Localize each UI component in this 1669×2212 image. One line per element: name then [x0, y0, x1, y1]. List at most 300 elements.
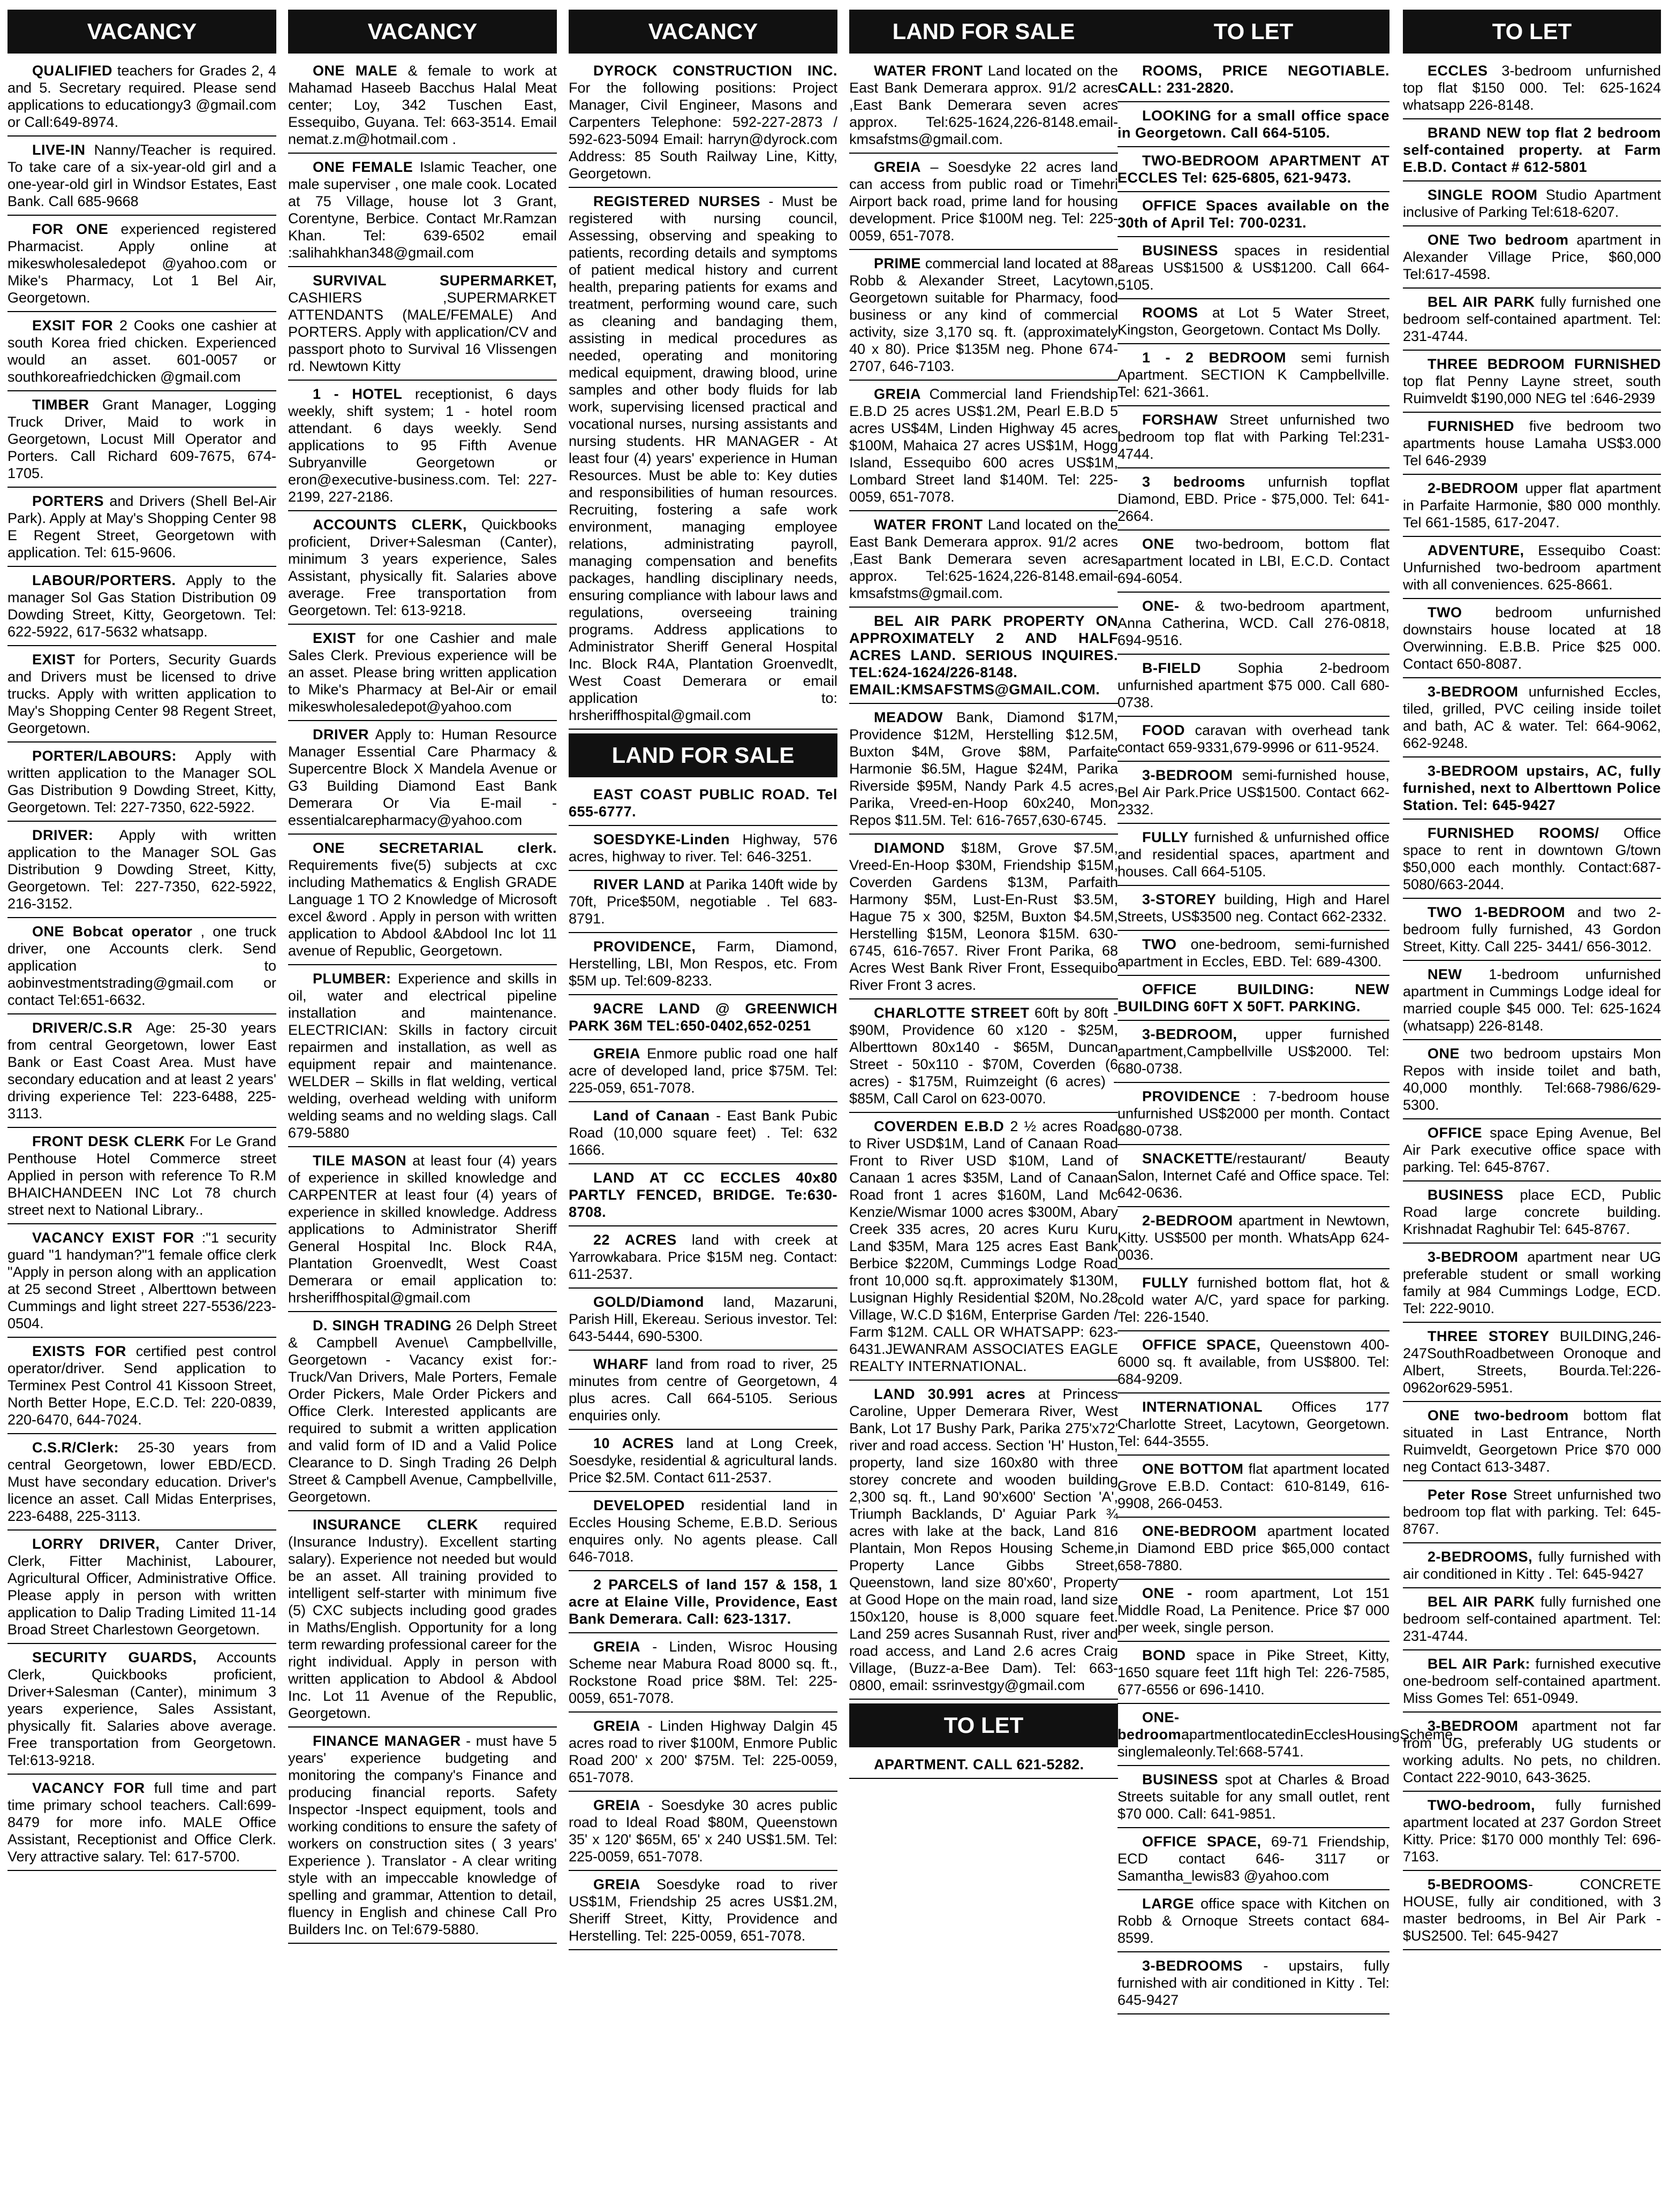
ad-body: at Parika 140ft wide by 70ft, Price$50M, negotiable . Tel 683-8791. — [569, 876, 837, 927]
section-header: LAND FOR SALE — [849, 10, 1118, 54]
ad-lead: BRAND NEW top flat 2 bedroom self-contained property. at Farm E.B.D. Contact # 612-5801 — [1403, 125, 1661, 175]
classified-ad — [1117, 61, 1389, 102]
column-to-let-1 — [1117, 10, 1457, 2205]
ad-lead: OFFICE SPACE, — [1142, 1337, 1261, 1353]
ad-lead: EXIST — [313, 630, 356, 646]
ad-lead: OFFICE Spaces available on the 30th of April Tel: 700-0231. — [1117, 198, 1389, 231]
classified-ad — [288, 157, 557, 267]
ad-lead: PORTERS — [32, 493, 104, 509]
classified-ad — [849, 515, 1118, 608]
ad-body: semi furnish Apartment. SECTION K Campbellville. Tel: 621-3661. — [1117, 350, 1389, 400]
ad-body: apartment in Alexander Village Price, $60,000 Tel:617-4598. — [1403, 232, 1661, 282]
classified-ad — [1117, 348, 1389, 406]
ad-lead: 3-BEDROOM — [1428, 684, 1519, 700]
classified-ad — [569, 1637, 837, 1713]
ad-lead: ONE-bedroom — [1117, 1709, 1182, 1743]
classified-ad — [849, 708, 1118, 835]
ad-lead: 3-BEDROOM upstairs, AC, fully furnished, next to Alberttown Police Station. Tel: 645-9427 — [1403, 763, 1661, 813]
ad-lead: TWO-bedroom, — [1428, 1797, 1535, 1813]
classified-ad — [1403, 1327, 1661, 1402]
classified-ad — [1403, 123, 1661, 181]
ad-body: 60ft by 80ft - $90M, Providence 60 x120 - $25M, Alberttown 80x140 - $65M, Duncan Street - 50x110 - $70M, Coverden (6 acres) - $175M, Ruimzeight (6 acres) - $85M, Call Carol on 623-0070. — [849, 1005, 1118, 1107]
classified-ad — [288, 61, 557, 154]
ad-lead: LORRY DRIVER, — [32, 1536, 160, 1552]
ad-body: unfurnished Eccles, tiled, grilled, PVC ceiling inside toilet and bath, AC & water. Tel: 664-9062, 662-9248. — [1403, 684, 1661, 751]
ad-lead: DRIVER/C.S.R — [32, 1020, 133, 1036]
ad-lead: FORSHAW — [1142, 412, 1218, 428]
classified-ad — [288, 1731, 557, 1944]
classified-ad — [1403, 903, 1661, 961]
classified-ad — [7, 61, 276, 137]
ad-body: furnished bottom flat, hot & cold water A/C, yard space for parking. Tel: 226-1540. — [1117, 1275, 1389, 1325]
ad-body: land from road to river, 25 minutes from centre of Georgetown, 4 plus acres. Call 664-5105. Serious enquiries only. — [569, 1356, 837, 1423]
ad-body: furnished & unfurnished office and residential spaces, apartment and houses. Call 664-5105. — [1117, 829, 1389, 880]
ad-lead: PORTER/LABOURS: — [32, 748, 177, 764]
classified-ad — [1117, 721, 1389, 762]
ad-body: Quickbooks proficient, Driver+Salesman (Canter), minimum 3 years experience, Sales Assistant, physically fit. Salaries above average. Free transportation from Georgetown. Tel: 613-9218. — [288, 517, 557, 618]
ad-body: - Must be registered with nursing council, Assessing, observing and speaking to patients, recording details and symptoms of patient medical history and current health, preparing patients for exams and treatment, performing wound care, such as cleaning and bandaging them, assisting in medical procedures as needed, operating and monitoring medical equipment, drawing blood, urine samples and other body fluids for lab work, supervising licensed practical and vocational nurses, nursing assistants and nursing students. HR MANAGER - At least four (4) years' experience in Human Resources. Must be able to: Key duties and responsibilities of human resources. Recruiting, fostering a safe work environment, managing employee relations, administrating payroll, managing compensation and benefits packages, handling disciplinary needs, ensuring compliance with labour laws and regulations, overseeing training programs. Address applications to Administrator Sheriff General Hospital Inc. Block R4A, Plantation Groenvedlt, West Coast Demerara or email application to: hrsheriffhospital@gmail.com — [569, 193, 837, 723]
classified-ad — [1117, 1149, 1389, 1207]
ad-body: Bank, Diamond $17M, Providence $12M, Herstelling $12.5M, Buxton $4M, Grove $8M, Parfaite Harmonie $6.5M, Hague $24M, Parika Riverside $95M, Nandy Park 4.5 acres, Parika, Vreed-en-Hoop 60x240, Mon Repos $11.5M. Tel: 616-7657,630-6745. — [849, 709, 1118, 828]
classified-ad — [7, 1438, 276, 1531]
ad-lead: D. SINGH TRADING — [313, 1317, 452, 1334]
ad-body: land with creek at Yarrowkabara. Price $15M neg. Contact: 611-2537. — [569, 1232, 838, 1282]
ad-body: Apply with written application to the Manager SOL Gas Distribution 9 Dowding Street, Kitty, Georgetown. Tel: 227-7350, 622-5922. — [7, 748, 276, 815]
ad-body: teachers for Grades 2, 4 and 5. Secretary required. Please send applications to educationgy3 @gmail.com or Call:649-8974. — [7, 63, 276, 130]
classified-ad — [1403, 1654, 1661, 1713]
ad-lead: DEVELOPED — [593, 1497, 685, 1513]
classified-ad — [1117, 303, 1389, 344]
section-header: VACANCY — [7, 10, 276, 54]
classified-ad — [1117, 1646, 1389, 1704]
classified-ad — [1117, 1521, 1389, 1580]
ad-lead: TWO — [1428, 604, 1462, 620]
ad-lead: BOND — [1142, 1647, 1186, 1663]
classified-ad — [7, 395, 276, 488]
classified-ad — [569, 1434, 837, 1492]
classified-ad — [1403, 61, 1661, 119]
ad-lead: 2-BEDROOMS, — [1428, 1549, 1533, 1565]
classified-ad — [7, 1228, 276, 1338]
classified-ad — [7, 316, 276, 391]
ad-lead: FULLY — [1142, 1275, 1189, 1291]
ad-lead: FINANCE MANAGER — [313, 1733, 461, 1749]
ad-body: upper flat apartment in Parfaite Harmonie, $80 000 monthly. Tel 661-1585, 617-2047. — [1403, 480, 1661, 531]
classified-ad — [849, 61, 1118, 154]
ad-lead: 2 PARCELS of land 157 & 158, 1 acre at Elaine Ville, Providence, East Bank Demerara. Call: 623-1317. — [569, 1577, 837, 1627]
ad-body: flat apartment located Grove E.B.D. Contact: 610-8149, 616-9908, 266-0453. — [1117, 1461, 1389, 1511]
ad-lead: REGISTERED NURSES — [593, 193, 761, 209]
classified-ad — [569, 937, 837, 995]
classified-ad — [288, 1515, 557, 1728]
ad-lead: PROVIDENCE — [1142, 1088, 1241, 1104]
ad-body: Highway, 576 acres, highway to river. Tel: 646-3251. — [569, 831, 837, 865]
ad-body: bottom flat situated in Last Entrance, North Ruimveldt, Georgetown Price $70 000 neg Contact 613-3487. — [1403, 1407, 1661, 1475]
classified-ad — [1403, 1716, 1661, 1792]
ad-lead: WATER FRONT — [874, 63, 983, 79]
classified-ad — [1403, 1123, 1661, 1181]
ad-body: 2 ½ acres Road to River USD$1M, Land of Canaan Road Front to River USD $10M, Land of Canaan 1 acres $35M, Land of Canaan Road front 1 acres $160M, Land Mc Kenzie/Wismar 1000 acres $300M, Abary Creek 335 acres, 20 acres Kuru Kuru Land $35M, Mara 125 acres East Bank Berbice $220M, Cummings Lodge Road front 10,000 sq.ft. approximately $130M, Lusignan Highly Residential $20M, No.28 Village, W.C.D $16M, Enterprise Garden / Farm $12M. CALL OR WHATSAPP: 623-6431.JEWANRAM ASSOCIATES EAGLE REALTY INTERNATIONAL. — [849, 1118, 1118, 1374]
classified-ad — [1403, 1875, 1661, 1950]
ad-body: 1-bedroom unfurnished apartment in Cummings Lodge ideal for married couple $45 000. Tel: 625-1624 (whatsapp) 226-8148. — [1403, 966, 1661, 1034]
ad-lead: BEL AIR Park: — [1428, 1656, 1530, 1672]
classified-ad — [1117, 1273, 1389, 1331]
classified-ad — [7, 491, 276, 567]
ad-lead: 3 bedrooms — [1142, 474, 1245, 490]
column-vacancy-3 — [569, 10, 837, 2205]
classified-ad — [569, 1230, 837, 1289]
classified-ad — [288, 1151, 557, 1312]
ad-body: - must have 5 years' experience budgeting and monitoring the company's Finance and producing financial reports. Safety Inspector -Inspect equipment, tools and working conditions to ensure the safety of workers on construction sites ( 3 years' Experience ). Translator - A clear writing style with an impeccable knowledge of spelling and grammar, Attention to detail, fluency in English and chinese Call Pro Builders Inc. on Tel:679-5880. — [288, 1733, 557, 1937]
ad-lead: 1 - 2 BEDROOM — [1142, 350, 1286, 366]
section-header: VACANCY — [569, 10, 837, 54]
ad-lead: BUSINESS — [1142, 1771, 1219, 1787]
classified-ad — [1403, 416, 1661, 475]
ad-lead: SOESDYKE-Linden — [593, 831, 730, 847]
classified-ad — [569, 999, 837, 1040]
column-to-let-2 — [1403, 10, 1661, 2205]
classified-ad — [1117, 472, 1389, 531]
section-header: LAND FOR SALE — [569, 733, 837, 777]
ad-body: - Soesdyke 30 acres public road to Ideal Road $80M, Queenstown 35' x 120' $65M, 65' x 240 US$1.5M. Tel: 225-0059, 651-7078. — [569, 1797, 837, 1865]
ad-body: Land located on the East Bank Demerara approx. 91/2 acres ,East Bank Demerara seven acres approx. Tel:625-1624,226-8148.email-kmsafstms@gmail.com. — [849, 517, 1118, 601]
ad-body: and two 2-bedroom fully furnished, 43 Gordon Street, Kitty. Call 225- 3441/ 656-3012. — [1403, 904, 1661, 955]
ad-body: Canter Driver, Clerk, Fitter Machinist, Labourer, Agricultural Officer, Administrative Office. Please apply in person with written application to Dalip Trading Limited 11-14 Broad Street Charlestown Georgetown. — [7, 1536, 276, 1638]
section-header: VACANCY — [288, 10, 557, 54]
classified-ad — [1117, 410, 1389, 468]
classified-ad — [1403, 1485, 1661, 1543]
classified-ad — [569, 61, 837, 188]
ad-lead: DRIVER: — [32, 827, 94, 843]
ad-lead: APARTMENT. CALL 621-5282. — [874, 1756, 1084, 1772]
classified-ad — [7, 825, 276, 918]
ad-lead: GREIA — [874, 386, 922, 402]
ad-body: 69-71 Friendship, ECD contact 646- 3117 or Samantha_lewis83 @yahoo.com — [1117, 1834, 1389, 1884]
classified-ad — [288, 628, 557, 721]
ad-body: space in Pike Street, Kitty, 1650 square feet 11ft high Tel: 226-7585, 677-6556 or 696-1410. — [1117, 1647, 1389, 1698]
ad-lead: 3-BEDROOM — [1142, 767, 1233, 783]
classified-ad — [1403, 1247, 1661, 1323]
ad-lead: PLUMBER: — [313, 971, 391, 987]
classified-ad — [1403, 1185, 1661, 1244]
classified-ad — [849, 1384, 1118, 1700]
ad-body: 3-bedroom unfurnished top flat $150 000. Tel: 625-1624 whatsapp 226-8148. — [1403, 63, 1661, 113]
classified-ad — [1403, 823, 1661, 899]
ad-lead: MEADOW — [874, 709, 943, 725]
ad-body: receptionist, 6 days weekly, shift system; 1 - hotel room attendant. 6 days weekly. Send applications to 95 Fifth Avenue Subryanville Georgetown or eron@executive-business.com. Tel: 227-2199, 227-2186. — [288, 386, 557, 505]
classified-ad — [1117, 1894, 1389, 1952]
ad-lead: PROVIDENCE, — [593, 938, 696, 955]
ad-lead: ONE SECRETARIAL clerk. — [313, 840, 557, 856]
classified-ad — [1117, 106, 1389, 147]
classified-ad — [849, 1117, 1118, 1381]
classified-ad — [1117, 890, 1389, 931]
classified-ad — [288, 271, 557, 381]
ad-lead: ONE FEMALE — [313, 159, 413, 175]
ad-lead: NEW — [1428, 966, 1462, 982]
ad-body: 26 Delph Street & Campbell Avenue\ Campbellville, Georgetown - Vacancy exist for:-Truck/Van Drivers, Male Porters, Female Order Pickers, Male Order Pickers and Office Clerk. Interested applicants are required to submit a written application and valid form of ID and a Valid Police Clearance to D. Singh Trading 26 Delph Street & Campbell Avenue, Campbellville, Georgetown. — [288, 1317, 557, 1505]
ad-lead: ONE MALE — [313, 63, 398, 79]
ad-lead: 3-BEDROOM — [1428, 1249, 1519, 1265]
ad-body: For Le Grand Penthouse Hotel Commerce street Applied in person with reference To R.M BHAICHANDEEN INC Lot 78 church street next to National Library.. — [7, 1133, 277, 1218]
ad-body: two-bedroom, bottom flat apartment located in LBI, E.C.D. Contact 694-6054. — [1117, 536, 1389, 586]
ad-lead: SURVIVAL SUPERMARKET, — [313, 272, 557, 289]
ad-lead: TWO 1-BEDROOM — [1428, 904, 1566, 920]
classified-ad — [569, 192, 837, 730]
ad-lead: FRONT DESK CLERK — [32, 1133, 185, 1149]
classified-ad — [569, 1496, 837, 1571]
classified-ad — [1117, 534, 1389, 593]
ad-body: spot at Charles & Broad Streets suitable for any small outlet, rent $70 000. Call: 641-9851. — [1117, 1771, 1389, 1822]
classified-ad — [849, 1003, 1118, 1113]
ad-lead: 1 - HOTEL — [313, 386, 403, 402]
ad-body: two bedroom upstairs Mon Repos with inside toilet and bath, 40,000 monthly. Tel:668-7986/629-5300. — [1403, 1046, 1661, 1113]
ad-body: apartment in Newtown, Kitty. US$500 per month. WhatsApp 624-0036. — [1117, 1213, 1389, 1263]
ad-lead: BUSINESS — [1142, 243, 1219, 259]
section-header: TO LET — [1117, 10, 1389, 54]
classified-ad — [569, 1575, 837, 1633]
ad-lead: TWO — [1142, 936, 1177, 952]
classified-ad — [1403, 479, 1661, 537]
classified-ad — [1403, 603, 1661, 678]
ad-lead: FOOD — [1142, 722, 1185, 738]
ad-lead: QUALIFIED — [32, 63, 112, 79]
classified-ad — [1117, 980, 1389, 1021]
ad-lead: COVERDEN E.B.D — [874, 1118, 1005, 1134]
ad-body: caravan with overhead tank contact 659-9331,679-9996 or 611-9524. — [1117, 722, 1389, 755]
classified-ad — [849, 611, 1118, 704]
ad-lead: FURNISHED ROOMS/ — [1428, 825, 1599, 841]
ad-lead: DYROCK CONSTRUCTION INC. — [593, 63, 837, 79]
ad-body: apartment not far from UG, preferably UG students or working adults. No pets, no children. Contact 222-9010, 643-3625. — [1403, 1718, 1661, 1785]
classified-ad — [7, 922, 276, 1014]
classified-ad — [1117, 151, 1389, 192]
ad-body: BUILDING,246-247SouthRoadbetween Oronoque and Albert, Streets, Bourda.Tel:226-0962or629-5951. — [1403, 1328, 1661, 1396]
classified-ad — [1403, 1592, 1661, 1650]
ad-lead: LAND AT CC ECCLES 40x80 PARTLY FENCED, BRIDGE. Te:630-8708. — [569, 1170, 837, 1220]
ad-body: commercial land located at 88 Robb & Alexander Street, Lacytown, Georgetown suitable for Pharmacy, food business or any kind of commercial activity, size 3,170 sq. ft. (approximately 40 x 80). Price $135M neg. Phone 674-2707, 646-7103. — [849, 255, 1118, 374]
ad-body: room apartment, Lot 151 Middle Road, La Penitence. Price $7 000 per week, single person. — [1117, 1585, 1389, 1635]
classified-ad — [569, 1044, 837, 1102]
classified-ad — [288, 838, 557, 965]
ad-lead: 3-BEDROOM — [1428, 1718, 1519, 1734]
ad-lead: ONE two-bedroom — [1428, 1407, 1569, 1423]
ad-lead: EXSIT FOR — [32, 317, 114, 334]
ad-body: - CONCRETE HOUSE, fully air conditioned, with 3 master bedrooms, in Bel Air Park - $US2500. Tel: 645-9427 — [1403, 1876, 1661, 1944]
ad-body: certified pest control operator/driver. Send application to Terminex Pest Control 41 Kissoon Street, North Better Hope, E.C.D. Tel: 220-0839, 220-6470, 644-7024. — [7, 1343, 276, 1428]
ad-lead: SNACKETTE — [1142, 1150, 1233, 1166]
classified-ad — [1117, 1584, 1389, 1642]
column-vacancy-2 — [288, 10, 557, 2205]
ad-body: Age: 25-30 years from central Georgetown, lower East Bank or East Coast Area. Must have secondary education and at least 2 years' driving experience Tel: 223-6488, 225-3113. — [7, 1020, 276, 1122]
ad-lead: TIMBER — [32, 397, 89, 413]
classified-ad — [1403, 354, 1661, 413]
ad-body: :"1 security guard "1 handyman?"1 female office clerk "Apply in person along with an application at 25 second Street , Alberttown between Cummings and light street 227-5536/223-0504. — [7, 1230, 276, 1331]
classified-ad — [7, 219, 276, 312]
ad-body: apartmentlocatedinEcclesHousingScheme, singlemaleonly.Tel:668-5741. — [1117, 1726, 1457, 1760]
ad-body: place ECD, Public Road large concrete building. Krishnadat Raghubir Tel: 645-8767. — [1403, 1187, 1661, 1237]
ad-body: fully furnished one bedroom self-contained apartment. Tel: 231-4744. — [1403, 1594, 1661, 1644]
classified-ad — [849, 384, 1118, 511]
ad-lead: 2-BEDROOM — [1428, 480, 1519, 496]
ad-lead: INTERNATIONAL — [1142, 1399, 1263, 1415]
ad-lead: SINGLE ROOM — [1428, 187, 1538, 203]
ad-lead: GREIA — [593, 1718, 641, 1734]
ad-lead: GOLD/Diamond — [593, 1294, 704, 1310]
ad-lead: OFFICE BUILDING: NEW BUILDING 60FT X 50FT. PARKING. — [1117, 981, 1389, 1014]
classified-ad — [7, 1648, 276, 1775]
ad-body: Apply to the manager Sol Gas Station Distribution 09 Dowding Street, Kitty, Georgetown. Tel: 622-5922, 617-5632 whatsapp. — [7, 572, 276, 640]
ad-lead: DIAMOND — [874, 840, 945, 856]
ad-body: Street unfurnished two bedroom top flat with parking. Tel: 645-8767. — [1403, 1487, 1661, 1537]
classified-ad — [1117, 828, 1389, 886]
ad-lead: TILE MASON — [313, 1153, 407, 1169]
ad-lead: INSURANCE CLERK — [313, 1517, 478, 1533]
ad-lead: ONE- — [1142, 598, 1180, 614]
classified-ad — [849, 254, 1118, 381]
ad-lead: FURNISHED — [1428, 418, 1515, 434]
ad-lead: FOR ONE — [32, 221, 109, 237]
ad-body: fully furnished with air conditioned in Kitty . Tel: 645-9427 — [1403, 1549, 1661, 1582]
column-vacancy-1 — [7, 10, 276, 2205]
ad-lead: 9ACRE LAND @ GREENWICH PARK 36M TEL:650-0402,652-0251 — [569, 1001, 837, 1034]
classified-ad — [1117, 658, 1389, 717]
ad-lead: Peter Rose — [1428, 1487, 1508, 1503]
classified-ad — [1117, 241, 1389, 299]
ad-body: one-bedroom, semi-furnished apartment in Eccles, EBD. Tel: 689-4300. — [1117, 936, 1389, 969]
classified-ad — [7, 1342, 276, 1434]
ad-body: : 7-bedroom house unfurnished US$2000 per month. Contact 680-0738. — [1117, 1088, 1389, 1139]
ad-body: Office space to rent in downtown G/town $50,000 each monthly. Contact:687-5080/663-2044. — [1403, 825, 1661, 892]
classified-ad — [7, 1018, 276, 1128]
ad-lead: LARGE — [1142, 1896, 1194, 1912]
ad-body: Street unfurnished two bedroom top flat with Parking Tel:231-4744. — [1117, 412, 1389, 462]
classified-ad — [288, 384, 557, 511]
classified-ad — [7, 1534, 276, 1644]
ad-body: - Linden Highway Dalgin 45 acres road to river $100M, Enmore Public Road 200' x 200' $75M. Tel: 225-0059, 651-7078. — [569, 1718, 837, 1785]
ad-lead: ONE - — [1142, 1585, 1192, 1601]
ad-body: Land located on the East Bank Demerara approx. 91/2 acres ,East Bank Demerara seven acres approx. Tel:625-1624,226-8148.email-kmsafstms@gmail.com. — [849, 63, 1118, 147]
ad-lead: 10 ACRES — [593, 1435, 674, 1451]
ad-lead: ONE — [1142, 536, 1175, 552]
classified-ad — [849, 157, 1118, 250]
ad-lead: BUSINESS — [1428, 1187, 1504, 1203]
ad-lead: WHARF — [593, 1356, 648, 1372]
ad-body: at least four (4) years of experience in skilled knowledge and CARPENTER at least four (4) years of experience in skilled knowledge. Address applications to Administrator Sheriff General Hospital Inc. Block R4A, Plantation Groenvedlt, West Coast Demerara or email application to: hrsheriffhospital@gmail.com — [288, 1153, 557, 1306]
ad-lead: ROOMS, PRICE NEGOTIABLE. CALL: 231-2820. — [1117, 63, 1389, 96]
classified-ad — [1117, 1335, 1389, 1393]
ad-lead: RIVER LAND — [593, 876, 685, 892]
ad-lead: LABOUR/PORTERS. — [32, 572, 176, 588]
ad-lead: 5-BEDROOMS — [1428, 1876, 1529, 1892]
ad-body: Queenstown 400-6000 sq. ft available, from US$800. Tel: 684-9209. — [1117, 1337, 1389, 1387]
ad-body: For the following positions: Project Manager, Civil Engineer, Masons and Carpenters Telephone: 592-227-2873 / 592-623-5094 Email: harryn@dyrock.com Address: 85 South Railway Line, Kitty, Georgetown. — [569, 80, 837, 181]
ad-lead: EAST COAST PUBLIC ROAD. Tel 655-6777. — [569, 786, 837, 820]
ad-body: Accounts Clerk, Quickbooks proficient, Driver+Salesman (Canter), minimum 3 years experience, Sales Assistant, physically fit. Salaries above average. Free transportation from Georgetown. Tel:613-9218. — [7, 1649, 276, 1768]
classified-ad — [1403, 292, 1661, 351]
ad-lead: FULLY — [1142, 829, 1189, 845]
ad-body: Essequibo Coast: Unfurnished two-bedroom apartment with all conveniences. 625-8661. — [1403, 542, 1661, 593]
ad-lead: Land of Canaan — [593, 1108, 710, 1124]
ad-body: Sophia 2-bedroom unfurnished apartment $75 000. Call 680-0738. — [1117, 660, 1389, 710]
ad-lead: ROOMS — [1142, 305, 1198, 321]
ad-body: - upstairs, fully furnished with air conditioned in Kitty . Tel: 645-9427 — [1117, 1958, 1389, 2008]
ad-body: 2 Cooks one cashier at south Korea fried chicken. Experienced would an asset. 601-0057 or southkoreafriedchicken @gmail.com — [7, 317, 276, 385]
ad-lead: GREIA — [874, 159, 922, 175]
ad-body: Soesdyke road to river US$1M, Friendship 25 acres US$1.2M, Sheriff Street, Kitty, Providence and Herstelling. Tel: 225-0059, 651-7078. — [569, 1876, 837, 1944]
classified-ad — [288, 515, 557, 625]
ad-body: bedroom unfurnished downstairs house located at 18 Overwinning. E.B.B. Price $25 000. Contact 650-8087. — [1403, 604, 1661, 672]
ad-lead: TWO-BEDROOM APARTMENT AT ECCLES Tel: 625-6805, 621-9473. — [1117, 153, 1389, 186]
classified-ad — [7, 1132, 276, 1224]
ad-body: spaces in residential areas US$1500 & US$1200. Call 664-5105. — [1117, 243, 1389, 293]
classified-ad — [288, 1316, 557, 1511]
classified-ad — [569, 875, 837, 933]
ad-lead: 3-BEDROOMS — [1142, 1958, 1243, 1974]
ad-lead: WATER FRONT — [874, 517, 983, 533]
ad-lead: 3-BEDROOM, — [1142, 1026, 1237, 1042]
classified-ad — [1403, 541, 1661, 599]
classified-ad — [569, 1292, 837, 1351]
ad-body: for Porters, Security Guards and Drivers must be licensed to drive trucks. Apply with written application to May's Shopping Center 98 Regent Street, Georgetown. — [7, 652, 276, 736]
classified-ad — [569, 1716, 837, 1792]
classified-ad — [569, 1875, 837, 1950]
ad-body: experienced registered Pharmacist. Apply online at mikeswholesaledepot @yahoo.com or Mike's Pharmacy, Lot 1 Bel Air, Georgetown. — [7, 221, 276, 306]
ad-lead: LIVE-IN — [32, 142, 86, 158]
ad-body: fully furnished apartment located at 237 Gordon Street Kitty. Price: $170 000 monthly Tel: 696-7163. — [1403, 1797, 1661, 1865]
ad-body: semi-furnished house, Bel Air Park.Price US$1500. Contact 662-2332. — [1117, 767, 1389, 817]
classified-ad — [569, 830, 837, 871]
classified-ad — [7, 140, 276, 216]
ad-lead: ADVENTURE, — [1428, 542, 1524, 558]
ad-lead: ONE Bobcat operator — [32, 923, 193, 940]
ad-body: apartment near UG preferable student or small working family at 984 Cummings Lodge, ECD. Tel: 222-9010. — [1403, 1249, 1661, 1316]
ad-body: office space with Kitchen on Robb & Ornoque Streets contact 684-8599. — [1117, 1896, 1389, 1946]
ad-body: $18M, Grove $7.5M, Vreed-En-Hoop $30M, Friendship $15M, Coverden Gardens $13M, Parfaith Harmony $5M, Lust-En-Rust $3.5M, Hague 75 x 300, $25M, Buxton $4.5M, Herstelling $15M, Leonora $15M. 630-6745, 616-7657. River Front Parika, 68 Acres West Bank River Front, Essequibo River Front 3 acres. — [849, 840, 1118, 993]
ad-body: Requirements five(5) subjects at cxc including Mathematics & English GRADE Language 1 TO 2 Knowledge of Microsoft excel &word . Apply in person with written application to Abdool &Abdool Inc lot 11 avenue of Republic, Georgetown. — [288, 857, 557, 959]
ad-body: building, High and Harel Streets, US$3500 neg. Contact 662-2332. — [1117, 891, 1389, 925]
classified-ad — [1117, 1956, 1389, 2014]
classified-ad — [569, 1796, 837, 1871]
ad-lead: DRIVER — [313, 726, 369, 743]
ad-body: at Princess Caroline, Upper Demerara River, West Bank, Lot 17 Bushy Park, Parika 275'x72' river and road access. Section 'H' Huston, property, land size 160x80 with three storey concrete and wooden building 2,300 sq. ft., Land 90'x600' Section 'A', Triumph Backlands, D' Aguiar Park ¾ acres with lake at the back, Land 816 Plantain, Mon Repos Housing Scheme, Property Lance Gibbs Street, Queenstown, land size 80'x60', Property at Good Hope on the main road, land size 150x120, house is 8,000 square feet. Land 259 acres Susannah Rust, river and road access, and Land 2.6 acres Craig Village, (Buzz-a-Bee Dam). Tel: 663-0800, email: ssrinvestgy@gmail.com — [849, 1386, 1118, 1693]
ad-lead: GREIA — [593, 1046, 641, 1062]
classified-ad — [1117, 1211, 1389, 1269]
ad-lead: PRIME — [874, 255, 922, 271]
ad-lead: BEL AIR PARK — [1428, 1594, 1535, 1610]
classified-ad — [1403, 1796, 1661, 1871]
ad-lead: SECURITY GUARDS, — [32, 1649, 197, 1665]
classified-ad — [1117, 1770, 1389, 1828]
ad-lead: C.S.R/Clerk: — [32, 1440, 119, 1456]
ad-lead: 2-BEDROOM — [1142, 1213, 1233, 1229]
ad-lead: 3-STOREY — [1142, 891, 1217, 907]
ad-body: space Eping Avenue, Bel Air Park executive office space with parking. Tel: 645-8767. — [1403, 1125, 1661, 1175]
ad-body: & two-bedroom apartment, Anna Catherina, WCD. Call 276-0818, 694-9516. — [1117, 598, 1389, 648]
ad-lead: ONE — [1428, 1046, 1460, 1062]
ad-body: & female to work at Mahamad Haseeb Bacchus Halal Meat center; Loy, 342 Tuschen East, Essequibo, Guyana. Tel: 663-3514. Email nemat.z.m@hotmail.com . — [288, 63, 557, 147]
ad-lead: ACCOUNTS CLERK, — [313, 517, 467, 533]
ad-body: apartment located in Diamond EBD price $65,000 contact 658-7880. — [1117, 1523, 1389, 1573]
ad-lead: VACANCY FOR — [32, 1780, 145, 1796]
classified-ad — [1117, 596, 1389, 655]
ad-body: five bedroom two apartments house Lamaha US$3.000 Tel 646-2939 — [1403, 418, 1661, 468]
ad-body: Nanny/Teacher is required. To take care of a six-year-old girl and a one-year-old girl in Windsor Estates, East Bank. Call 685-9668 — [7, 142, 276, 209]
classified-ad — [1403, 230, 1661, 289]
classified-ad — [1403, 682, 1661, 757]
classified-ad — [1117, 1459, 1389, 1518]
ad-lead: THREE STOREY — [1428, 1328, 1550, 1344]
